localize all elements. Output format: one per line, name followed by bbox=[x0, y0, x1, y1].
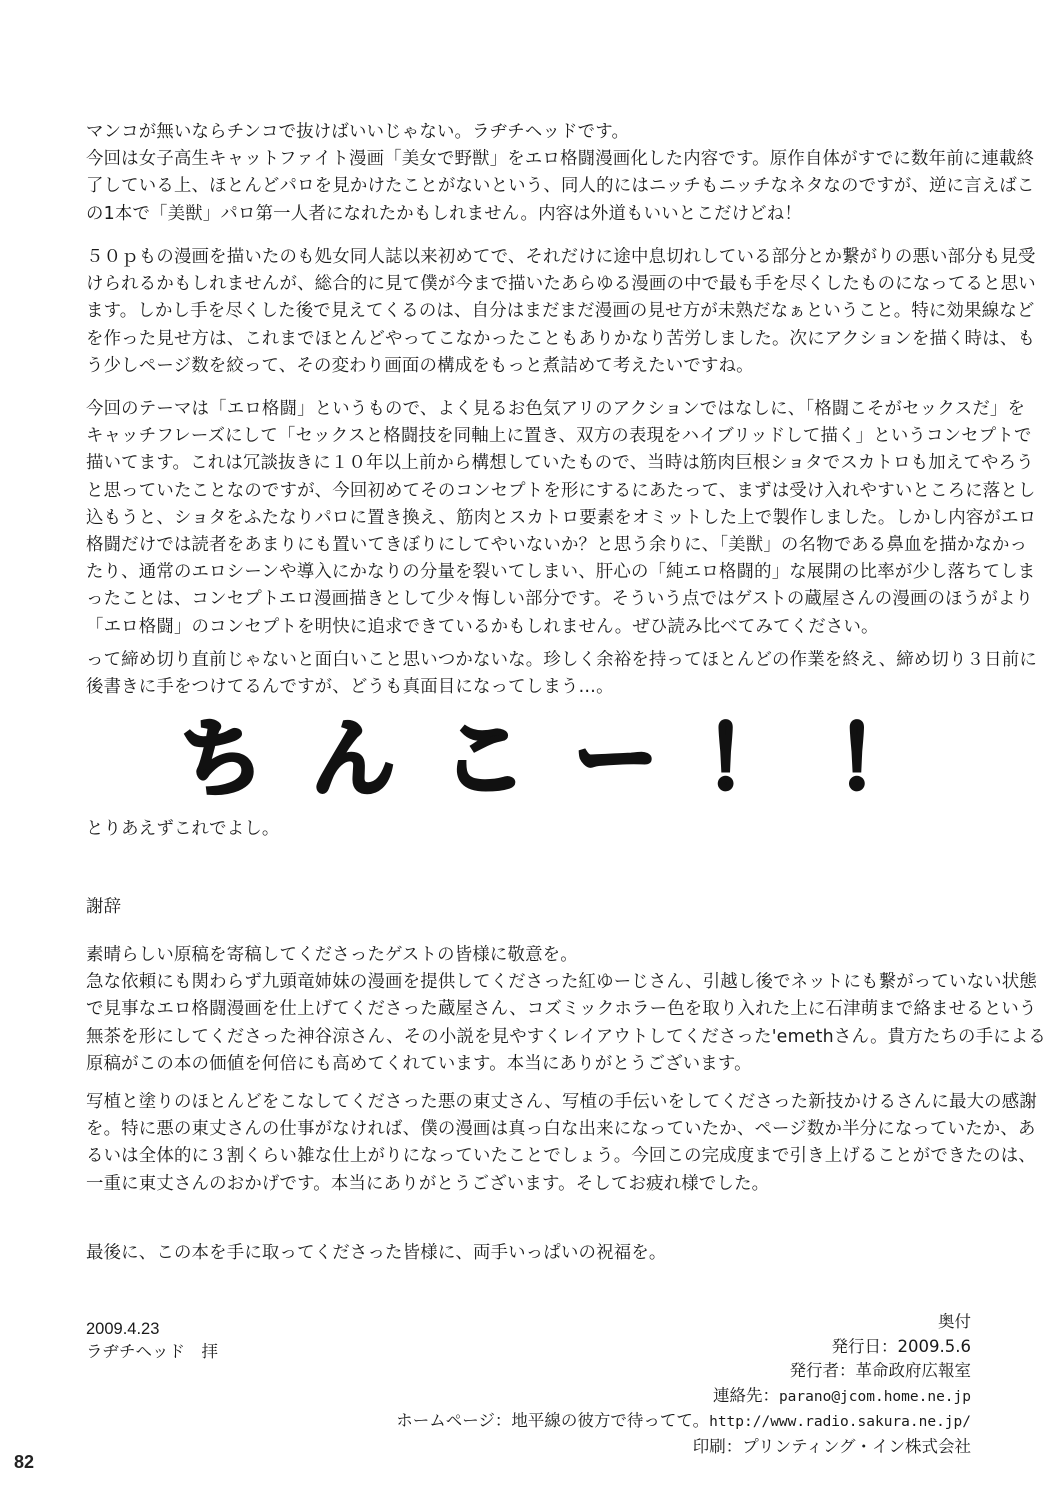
shout-char: こ bbox=[442, 710, 527, 808]
shout-heading bbox=[180, 710, 920, 808]
text-line: たり、通常のエロシーンや導入にかなりの分量を裂いてしまい、肝心の「純エロ格闘的」な展開の比率が少し落ちてしま bbox=[86, 562, 1036, 583]
contact bbox=[396, 1384, 971, 1410]
signature-name: ラヂチヘッド 拝 bbox=[86, 1342, 218, 1361]
text-line: 込もうと、ショタをふたなりパロに置き換え、筋肉とスカトロ要素をオミットした上で製作しました。しかし内容がエロ bbox=[86, 507, 1037, 528]
deadline-paragraph bbox=[86, 647, 1037, 701]
text-line: キャッチフレーズにして「セックスと格闘技を同軸上に置き、双方の表現をハイブリッドして描く」というコンセプトで bbox=[86, 426, 1032, 447]
text-line: 「エロ格闘」のコンセプトを明快に追求できているかもしれません。ぜひ読み比べてみてください。 bbox=[86, 616, 879, 637]
text-line: ったことは、コンセプトエロ漫画描きとして少々悔しい部分です。そういう点ではゲストの蔵屋さんの漫画のほうがより bbox=[86, 589, 1034, 610]
contact-label: 連絡先： bbox=[712, 1385, 779, 1405]
text-line: 了している上、ほとんどパロを見かけたことがないという、同人的にはニッチもニッチなネタなのですが、逆に言えばこ bbox=[86, 176, 1035, 197]
text-line: ５０ｐもの漫画を描いたのも処女同人誌以来初めてで、それだけに途中息切れしている部分とか繋がりの悪い部分も見受 bbox=[86, 247, 1036, 267]
text-line: 原稿がこの本の価値を何倍にも高めてくれています。本当にありがとうございます。 bbox=[86, 1053, 752, 1074]
shout-char: ん bbox=[311, 710, 396, 808]
closing-line bbox=[86, 816, 972, 843]
theme-paragraph bbox=[86, 396, 1037, 641]
text-line: で見事なエロ格闘漫画を仕上げてくださった蔵屋さん、コズミックホラー色を取り入れた上に石津萌まで絡ませるという bbox=[86, 999, 1037, 1020]
issue-date: 発行日：2009.5.6 bbox=[831, 1336, 971, 1356]
text-line: とりあえずこれでよし。 bbox=[86, 819, 280, 839]
text-line: って締め切り直前じゃないと面白いこと思いつかないな。珍しく余裕を持ってほとんどの作業を終え、締め切り３日前に bbox=[86, 650, 1037, 670]
text-line: 今回のテーマは「エロ格闘」というもので、よく見るお色気アリのアクションではなしに、「格闘こそがセックスだ」を bbox=[86, 399, 1026, 419]
text-line: ます。しかし手を尽くした後で見えてくるのは、自分はまだまだ漫画の見せ方が未熟だなぁということ。特に効果線など bbox=[86, 301, 1035, 322]
text-line: 格闘だけでは読者をあまりにも置いてきぼりにしてやいないか？と思う余りに、「美獣」の名物である鼻血を描かなかっ bbox=[86, 534, 1028, 555]
text-line: 今回は女子高生キャットファイト漫画「美女で野獣」をエロ格闘漫画化した内容です。原作自体がすでに数年前に連載終 bbox=[86, 149, 1035, 170]
text-line: 後書きに手をつけてるんですが、どうも真面目になってしまう…。 bbox=[86, 677, 614, 698]
intro-paragraph bbox=[86, 119, 1035, 228]
text-line: と思っていたことなのですが、今回初めてそのコンセプトを形にするにあたって、まずは受け入れやすいところに落とし bbox=[86, 480, 1036, 501]
text-line: の1本で「美獣」パロ第一人者になれたかもしれません。内容は外道もいいとこだけどね！ bbox=[86, 203, 802, 224]
shout-char: ー bbox=[573, 710, 658, 808]
text-line: 写植と塗りのほとんどをこなしてくださった悪の東丈さん、写植の手伝いをしてくださった新技かけるさんに最大の感謝 bbox=[86, 1092, 1037, 1112]
text-line: 無茶を形にしてくださった神谷涼さん、その小説を見やすくレイアウトしてくださった'emethさん。貴方たちの手による bbox=[86, 1026, 1046, 1047]
text-line: う少しページ数を絞って、その変わり画面の構成をもっと煮詰めて考えたいですね。 bbox=[86, 355, 754, 376]
text-line: 急な依頼にも関わらず九頭竜姉妹の漫画を提供してくださった紅ゆーじさん、引越し後でネットにも繋がっていない状態 bbox=[86, 972, 1037, 993]
page-number: 82 bbox=[14, 1452, 35, 1472]
text-line: 素晴らしい原稿を寄稿してくださったゲストの皆様に敬意を。 bbox=[86, 945, 578, 965]
shout-char: ！ bbox=[704, 710, 789, 808]
text-line: マンコが無いならチンコで抜けばいいじゃない。ラヂチヘッドです。 bbox=[86, 122, 630, 142]
thanks-readers-paragraph bbox=[86, 1240, 972, 1267]
text-line: るいは全体的に３割くらい雑な仕上がりになっていたことでしょう。今回この完成度まで引き上げることができたのは、 bbox=[86, 1146, 1036, 1167]
colophon bbox=[396, 1310, 971, 1459]
shout-char: ち bbox=[180, 710, 265, 808]
section-heading: 謝辞 bbox=[86, 897, 122, 917]
colophon-title: 奥付 bbox=[938, 1312, 971, 1331]
effort-paragraph bbox=[86, 244, 1036, 380]
signature-date: 2009.4.23 bbox=[86, 1320, 160, 1338]
text-line: を。特に悪の東丈さんの仕事がなければ、僕の漫画は真っ白な出来になっていたか、ページ数か半分になっていたか、あ bbox=[86, 1119, 1036, 1140]
thanks-guests-paragraph bbox=[86, 942, 1046, 1078]
thanks-assistants-paragraph bbox=[86, 1089, 1037, 1198]
text-line: 描いてます。これは冗談抜きに１０年以上前から構想していたもので、当時は筋肉巨根ショタでスカトロも加えてやろう bbox=[86, 453, 1034, 474]
homepage-label: ホームページ：地平線の彼方で待ってて。 bbox=[396, 1411, 710, 1430]
text-line: 一重に東丈さんのおかげです。本当にありがとうございます。そしてお疲れ様でした。 bbox=[86, 1173, 770, 1194]
shout-char: ！ bbox=[835, 710, 920, 808]
text-line: 最後に、この本を手に取ってくださった皆様に、両手いっぱいの祝福を。 bbox=[86, 1243, 667, 1263]
text-line: けられるかもしれませんが、総合的に見て僕が今まで描いたあらゆる漫画の中で最も手を尽くしたものになってると思い bbox=[86, 274, 1036, 295]
text-line: を作った見せ方は、これまでほとんどやってこなかったこともありかなり苦労しました。次にアクションを描く時は、も bbox=[86, 328, 1036, 349]
contact-email: parano@jcom.home.ne.jp bbox=[778, 1388, 971, 1405]
publisher: 発行者：革命政府広報室 bbox=[789, 1361, 971, 1380]
thanks-heading bbox=[86, 894, 972, 921]
homepage bbox=[396, 1409, 971, 1435]
homepage-url: http://www.radio.sakura.ne.jp/ bbox=[709, 1414, 971, 1430]
printer: 印刷：プリンティング・イン株式会社 bbox=[692, 1436, 971, 1456]
